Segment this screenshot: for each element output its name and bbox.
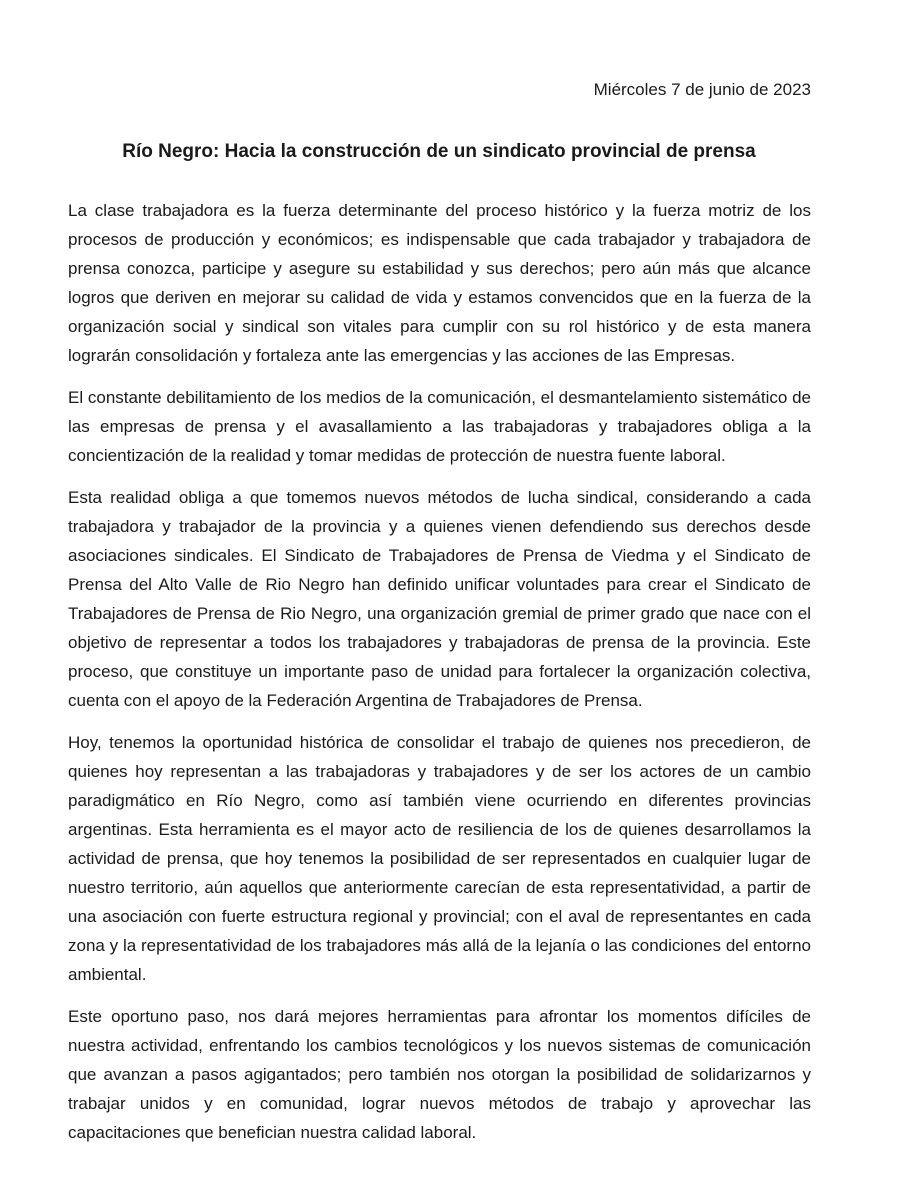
paragraph-1: La clase trabajadora es la fuerza determinante del proceso histórico y la fuerza motriz de los procesos de producción y económicos; es indispensable que cada trabajador y trabajadora de prensa conozca, participe y asegure su estabilidad y sus derechos; pero aún más que alcance logros que deriven en mejorar su calidad de vida y estamos convencidos que en la fuerza de la organización social y sindical son vitales para cumplir con su rol histórico y de esta manera lograrán consolidación y fortaleza ante las emergencias y las acciones de las Empresas. [68,201,811,365]
paragraph-2: El constante debilitamiento de los medios de la comunicación, el desmantelamiento sistemático de las empresas de prensa y el avasallamiento a las trabajadoras y trabajadores obliga a la concientización de la realidad y tomar medidas de protección de nuestra fuente laboral. [68,388,811,465]
paragraph-3: Esta realidad obliga a que tomemos nuevos métodos de lucha sindical, considerando a cada trabajadora y trabajador de la provincia y a quienes vienen defendiendo sus derechos desde asociaciones sindicales. El Sindicato de Trabajadores de Prensa de Viedma y el Sindicato de Prensa del Alto Valle de Rio Negro han definido unificar voluntades para crear el Sindicato de Trabajadores de Prensa de Rio Negro, una organización gremial de primer grado que nace con el objetivo de representar a todos los trabajadores y trabajadoras de prensa de la provincia. Este proceso, que constituye un importante paso de unidad para fortalecer la organización colectiva, cuenta con el apoyo de la Federación Argentina de Trabajadores de Prensa. [68,488,811,710]
paragraph-5: Este oportuno paso, nos dará mejores herramientas para afrontar los momentos difíciles de nuestra actividad, enfrentando los cambios tecnológicos y los nuevos sistemas de comunicación que avanzan a pasos agigantados; pero también nos otorgan la posibilidad de solidarizarnos y trabajar unidos y en comunidad, lograr nuevos métodos de trabajo y aprovechar las capacitaciones que benefician nuestra calidad laboral. [68,1007,811,1142]
paragraph-4: Hoy, tenemos la oportunidad histórica de consolidar el trabajo de quienes nos precedieron, de quienes hoy representan a las trabajadoras y trabajadores y de ser los actores de un cambio paradigmático en Río Negro, como así también viene ocurriendo en diferentes provincias argentinas. Esta herramienta es el mayor acto de resiliencia de los de quienes desarrollamos la actividad de prensa, que hoy tenemos la posibilidad de ser representados en cualquier lugar de nuestro territorio, aún aquellos que anteriormente carecían de esta representatividad, a partir de una asociación con fuerte estructura regional y provincial; con el aval de representantes en cada zona y la representatividad de los trabajadores más allá de la lejanía o las condiciones del entorno ambiental. [68,733,811,984]
document-date: Miércoles 7 de junio de 2023 [593,80,811,99]
document-title: Río Negro: Hacia la construcción de un sindicato provincial de prensa [122,141,756,162]
document-body [68,196,811,1160]
